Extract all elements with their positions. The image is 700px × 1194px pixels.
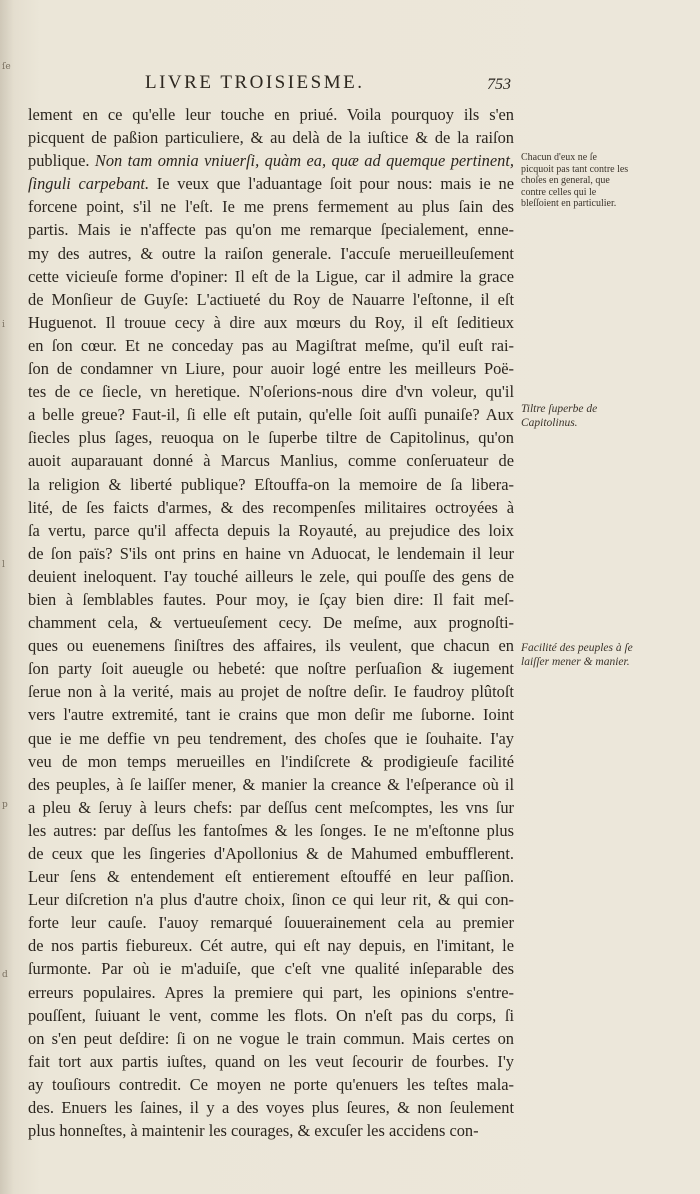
text-line: forcene point, s'il ne l'eſt. Ie me prens fermement au plus ſain des [28, 197, 514, 217]
gutter-glyph: ſe [2, 62, 11, 72]
gutter-glyph: i [2, 320, 5, 330]
text-line: veu de mon temps merueilles en l'indiſcrete & prodigieuſe facilité [28, 751, 514, 771]
text-line: ſurmonte. Par où ie m'aduiſe, que c'eſt vne qualité inſeparable des [28, 959, 514, 979]
text-line: a belle greue? Faut-il, ſi elle eſt putain, qu'elle ſoit auſſi punaiſe? Aux [28, 405, 514, 425]
gutter-bleed-marks [0, 40, 14, 1040]
text-line: des peuples, à ſe laiſſer mener, & manier la creance & l'eſperance où il [28, 774, 514, 794]
text-line: de Monſieur de Guyſe: L'actiueté du Roy de Nauarre l'eſtonne, il eſt [28, 289, 514, 309]
text-line: ques ou euenemens ſiniſtres des affaires, ils veulent, que chacun en [28, 636, 514, 656]
text-line: des. Enuers les ſaines, il y a des voyes plus ſeures, & non ſeulement [28, 1098, 514, 1118]
text-line: plus honneſtes, à maintenir les courages, & excuſer les accidens con- [28, 1121, 479, 1141]
text-line: auoit auparauant donné à Marcus Manlius, comme conſeruateur de [28, 451, 514, 471]
text-line: ſon party ſoit aueugle ou hebeté: que noſtre perſuaſion & iugement [28, 659, 514, 679]
side-note-capitolinus: Tiltre ſuperbe de Capitolinus. [521, 403, 598, 429]
text-line: que ie me deffie vn peu tendrement, des choſes que ie ſouhaite. I'ay [28, 728, 514, 748]
gutter-glyph: l [2, 560, 5, 570]
text-line: les autres: par deſſus les fantoſmes & les ſonges. Ie ne m'eſtonne plus [28, 820, 514, 840]
text-line: ſinguli carpebant. Ie veux que l'aduantage ſoit pour nous: mais ie ne [28, 174, 514, 194]
text-line: de ſon païs? S'ils ont prins en haine vn Aduocat, le lendemain il leur [28, 543, 514, 563]
text-line: ay touſiours contredit. Ce moyen ne porte qu'enuers les teſtes mala- [28, 1074, 514, 1094]
text-line: de nos partis fiebureux. Cét autre, qui eſt nay depuis, en l'imitant, le [28, 936, 514, 956]
text-line: erreurs populaires. Apres la premiere qui part, les opinions s'entre- [28, 982, 514, 1002]
text-line: bien à ſemblables fautes. Pour moy, ie ſçay bien dire: Il fait meſ- [28, 589, 514, 609]
text-line: pouſſent, ſuiuant le vent, comme les flots. On n'eſt pas du corps, ſi [28, 1005, 514, 1025]
text-line: publique. Non tam omnia vniuerſi, quàm ea, quæ ad quemque pertinent, [28, 151, 514, 171]
text-line: vers l'autre extremité, tant ie crains que mon deſir me ſuborne. Ioint [28, 705, 514, 725]
text-line: ſerue non à la verité, mais au projet de noſtre deſir. Ie faudroy plûtoſt [28, 682, 514, 702]
side-note-facilite: Facilité des peuples à ſe laiſſer mener & manier. [521, 642, 633, 668]
text-line: deuient ineloquent. I'ay touché ailleurs le zele, qui pouſſe des gens de [28, 566, 514, 586]
text-line: on s'en peut deſdire: ſi on ne vogue le train commun. Mais certes on [28, 1028, 514, 1048]
text-line: picquent de paßion particuliere, & au delà de la iuſtice & de la raiſon [28, 128, 514, 148]
text-line: forte leur cauſe. I'auoy remarqué ſouuerainement cela au premier [28, 913, 514, 933]
text-line: Leur diſcretion n'a plus d'autre choix, ſinon ce qui leur rit, & qui con- [28, 890, 514, 910]
gutter-glyph: d [2, 970, 8, 980]
text-line: en ſon cœur. Et ne conceday pas au Magiſtrat meſme, qu'il euſt rai- [28, 335, 514, 355]
running-title: LIVRE TROISIESME. [145, 72, 365, 93]
text-line: a pleu & ſeruy à leurs chefs: par deſſus cent meſcomptes, les vns ſur [28, 797, 514, 817]
text-line: cette vicieuſe forme d'opiner: Il eſt de la Ligue, car il admire la grace [28, 266, 514, 286]
text-line: my des autres, & outre la raiſon generale. I'accuſe merueilleuſement [28, 243, 514, 263]
text-line: partis. Mais ie n'affecte pas qu'on me remarque ſpecialement, enne- [28, 220, 514, 240]
text-line: Huguenot. Il trouue cecy à dire aux mœurs du Roy, il eſt ſeditieux [28, 312, 514, 332]
text-line: ſiecles plus ſages, reuoqua on le ſuperbe tiltre de Capitolinus, qu'on [28, 428, 514, 448]
text-line: de ceux que les ſingeries d'Apollonius & de Mahumed embufflerent. [28, 844, 514, 863]
text-line: ſa vertu, parce qu'il affecta depuis la Royauté, au prejudice des loix [28, 520, 514, 540]
text-line: lement en ce qu'elle leur touche en priué. Voila pourquoy ils s'en [28, 105, 514, 124]
text-line: chamment cela, & vertueuſement cecy. De meſme, aux prognoſti- [28, 613, 514, 633]
text-line: la religion & liberté publique? Eſtouffa-on la memoire de ſa libera- [28, 474, 514, 494]
text-line: lité, de ſes faicts d'armes, & des recompenſes militaires octroyées à [28, 497, 514, 517]
body-text-column [28, 103, 514, 1142]
gutter-glyph: p [2, 800, 8, 810]
text-line: Leur ſens & entendement eſt entierement eſtouffé en leur paſſion. [28, 867, 514, 887]
page-number: 753 [487, 76, 511, 93]
text-line: fait tort aux partis iuſtes, quand on les veut ſecourir de fourbes. I'y [28, 1051, 514, 1071]
side-note-chacun: Chacun d'eux ne ſe picquoit pas tant contre les choſes en general, que contre celles qui le bleſſoient en particulier. [521, 152, 629, 209]
text-line: tes de ce ſiecle, vn heretique. N'oſerions-nous dire d'vn voleur, qu'il [28, 382, 514, 402]
text-line: ſon de condamner vn Liure, pour auoir logé entre les meilleurs Poë- [28, 359, 514, 379]
